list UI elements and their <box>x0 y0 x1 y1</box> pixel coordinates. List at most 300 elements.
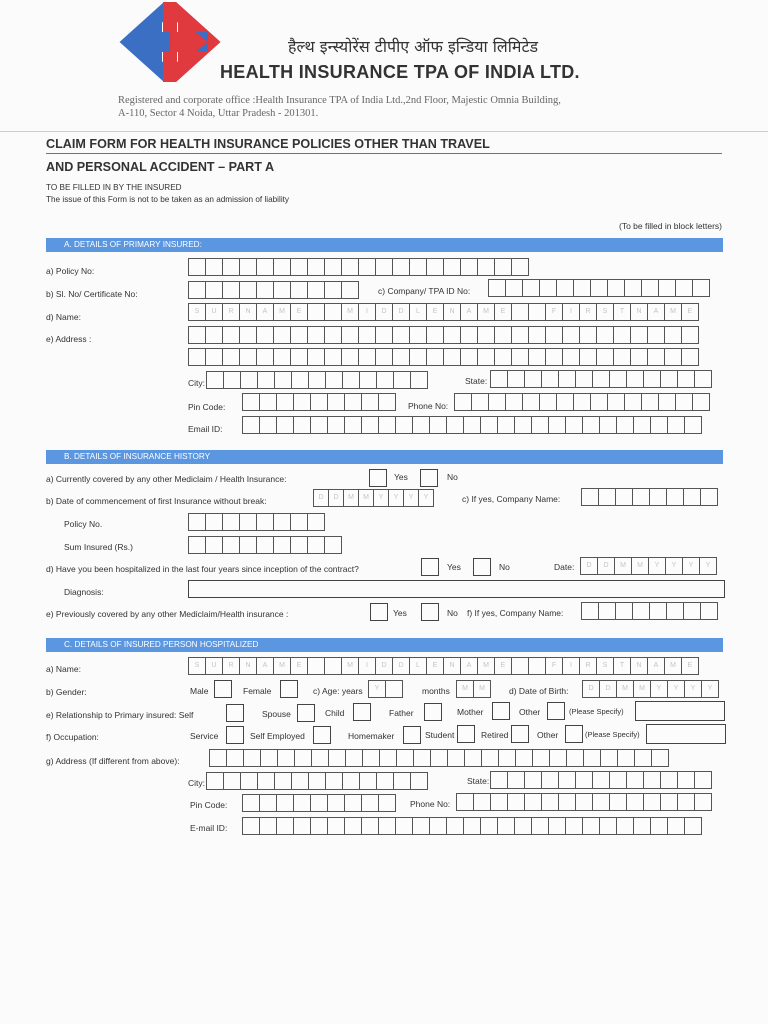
grid-cell[interactable] <box>308 772 326 790</box>
grid-cell[interactable] <box>378 393 396 411</box>
grid-cell[interactable]: Y <box>373 489 389 507</box>
grid-cell[interactable] <box>624 393 642 411</box>
grid-cell[interactable] <box>273 281 291 299</box>
grid-cell[interactable] <box>410 371 428 389</box>
grid-cell[interactable] <box>684 416 702 434</box>
grid-cell[interactable] <box>392 258 410 276</box>
grid-cell[interactable] <box>490 771 508 789</box>
grid-cell[interactable] <box>650 416 668 434</box>
grid-cell[interactable] <box>643 771 661 789</box>
grid-cell[interactable] <box>242 794 260 812</box>
grid-cell[interactable]: A <box>460 657 478 675</box>
grid-cell[interactable] <box>684 817 702 835</box>
sum-insured-field[interactable] <box>188 536 342 554</box>
grid-cell[interactable]: L <box>409 303 427 321</box>
grid-cell[interactable] <box>310 817 328 835</box>
service-checkbox[interactable] <box>226 726 244 744</box>
grid-cell[interactable] <box>473 793 491 811</box>
grid-cell[interactable] <box>700 602 718 620</box>
grid-cell[interactable] <box>242 416 260 434</box>
grid-cell[interactable] <box>575 370 593 388</box>
grid-cell[interactable] <box>562 326 580 344</box>
grid-cell[interactable] <box>539 393 557 411</box>
grid-cell[interactable]: R <box>579 657 597 675</box>
grid-cell[interactable] <box>582 416 600 434</box>
grid-cell[interactable] <box>256 513 274 531</box>
grid-cell[interactable] <box>515 749 533 767</box>
grid-cell[interactable] <box>205 326 223 344</box>
grid-cell[interactable] <box>341 326 359 344</box>
grid-cell[interactable]: M <box>633 680 651 698</box>
grid-cell[interactable] <box>446 416 464 434</box>
grid-cell[interactable]: N <box>239 303 257 321</box>
grid-cell[interactable] <box>660 793 678 811</box>
grid-cell[interactable] <box>541 370 559 388</box>
grid-cell[interactable] <box>447 749 465 767</box>
grid-cell[interactable] <box>324 258 342 276</box>
grid-cell[interactable] <box>522 279 540 297</box>
occupation-specify-field[interactable] <box>646 724 726 744</box>
previously-covered-no-checkbox[interactable] <box>421 603 439 621</box>
grid-cell[interactable]: M <box>273 303 291 321</box>
grid-cell[interactable] <box>376 371 394 389</box>
grid-cell[interactable]: N <box>443 303 461 321</box>
grid-cell[interactable] <box>412 817 430 835</box>
company-name-f-field[interactable] <box>581 602 718 620</box>
grid-cell[interactable] <box>239 536 257 554</box>
grid-cell[interactable] <box>307 657 325 675</box>
student-checkbox[interactable] <box>457 725 475 743</box>
grid-cell[interactable]: Y <box>701 680 719 698</box>
grid-cell[interactable] <box>664 348 682 366</box>
grid-cell[interactable] <box>573 393 591 411</box>
grid-cell[interactable] <box>649 488 667 506</box>
grid-cell[interactable]: M <box>473 680 491 698</box>
grid-cell[interactable] <box>412 416 430 434</box>
grid-cell[interactable] <box>307 326 325 344</box>
grid-cell[interactable] <box>308 371 326 389</box>
grid-cell[interactable] <box>240 772 258 790</box>
grid-cell[interactable] <box>660 771 678 789</box>
grid-cell[interactable] <box>429 817 447 835</box>
grid-cell[interactable] <box>681 348 699 366</box>
grid-cell[interactable] <box>359 772 377 790</box>
grid-cell[interactable] <box>497 817 515 835</box>
grid-cell[interactable] <box>276 416 294 434</box>
grid-cell[interactable] <box>494 348 512 366</box>
grid-cell[interactable] <box>327 817 345 835</box>
grid-cell[interactable] <box>592 793 610 811</box>
grid-cell[interactable]: R <box>579 303 597 321</box>
grid-cell[interactable]: E <box>290 657 308 675</box>
grid-cell[interactable] <box>293 416 311 434</box>
grid-cell[interactable] <box>528 657 546 675</box>
grid-cell[interactable] <box>626 793 644 811</box>
grid-cell[interactable] <box>609 370 627 388</box>
grid-cell[interactable]: I <box>562 303 580 321</box>
grid-cell[interactable] <box>239 258 257 276</box>
grid-cell[interactable] <box>443 348 461 366</box>
grid-cell[interactable] <box>256 536 274 554</box>
grid-cell[interactable] <box>311 749 329 767</box>
self-checkbox[interactable] <box>226 704 244 722</box>
grid-cell[interactable] <box>598 488 616 506</box>
grid-cell[interactable] <box>359 371 377 389</box>
grid-cell[interactable] <box>633 817 651 835</box>
state-field[interactable] <box>490 370 712 388</box>
grid-cell[interactable] <box>581 602 599 620</box>
grid-cell[interactable] <box>240 371 258 389</box>
grid-cell[interactable]: Y <box>665 557 683 575</box>
grid-cell[interactable] <box>222 348 240 366</box>
grid-cell[interactable]: N <box>443 657 461 675</box>
grid-cell[interactable] <box>256 348 274 366</box>
grid-cell[interactable] <box>651 749 669 767</box>
grid-cell[interactable] <box>548 817 566 835</box>
phone-no-field[interactable] <box>454 393 710 411</box>
grid-cell[interactable] <box>307 303 325 321</box>
grid-cell[interactable]: S <box>188 657 206 675</box>
grid-cell[interactable] <box>277 749 295 767</box>
grid-cell[interactable] <box>393 371 411 389</box>
grid-cell[interactable] <box>256 258 274 276</box>
grid-cell[interactable] <box>358 348 376 366</box>
grid-cell[interactable] <box>361 416 379 434</box>
grid-cell[interactable] <box>579 326 597 344</box>
grid-cell[interactable] <box>494 326 512 344</box>
grid-cell[interactable] <box>607 393 625 411</box>
grid-cell[interactable] <box>226 749 244 767</box>
grid-cell[interactable]: A <box>647 303 665 321</box>
relationship-specify-field[interactable] <box>635 701 725 721</box>
grid-cell[interactable] <box>345 749 363 767</box>
company-name-field[interactable] <box>581 488 718 506</box>
grid-cell[interactable]: D <box>580 557 598 575</box>
grid-cell[interactable] <box>511 258 529 276</box>
grid-cell[interactable] <box>378 817 396 835</box>
grid-cell[interactable] <box>463 416 481 434</box>
grid-cell[interactable] <box>291 371 309 389</box>
grid-cell[interactable] <box>324 536 342 554</box>
grid-cell[interactable]: A <box>647 657 665 675</box>
grid-cell[interactable] <box>480 817 498 835</box>
grid-cell[interactable] <box>259 817 277 835</box>
previously-covered-yes-checkbox[interactable] <box>370 603 388 621</box>
grid-cell[interactable]: S <box>188 303 206 321</box>
policy-no-b-field[interactable] <box>188 513 325 531</box>
grid-cell[interactable]: Y <box>650 680 668 698</box>
grid-cell[interactable] <box>392 326 410 344</box>
grid-cell[interactable] <box>613 348 631 366</box>
grid-cell[interactable] <box>507 370 525 388</box>
grid-cell[interactable] <box>666 488 684 506</box>
grid-cell[interactable] <box>592 370 610 388</box>
grid-cell[interactable] <box>548 416 566 434</box>
alt-phone-no-field[interactable] <box>456 793 712 811</box>
grid-cell[interactable] <box>344 817 362 835</box>
grid-cell[interactable] <box>273 513 291 531</box>
grid-cell[interactable] <box>222 536 240 554</box>
grid-cell[interactable] <box>626 771 644 789</box>
grid-cell[interactable]: I <box>358 303 376 321</box>
grid-cell[interactable] <box>677 771 695 789</box>
grid-cell[interactable] <box>616 817 634 835</box>
grid-cell[interactable] <box>692 393 710 411</box>
grid-cell[interactable]: D <box>599 680 617 698</box>
grid-cell[interactable]: L <box>409 657 427 675</box>
grid-cell[interactable]: A <box>256 657 274 675</box>
grid-cell[interactable] <box>477 326 495 344</box>
grid-cell[interactable] <box>511 657 529 675</box>
grid-cell[interactable] <box>257 371 275 389</box>
grid-cell[interactable] <box>497 416 515 434</box>
grid-cell[interactable] <box>556 279 574 297</box>
grid-cell[interactable] <box>260 749 278 767</box>
alt-email-id-field[interactable] <box>242 817 702 835</box>
grid-cell[interactable] <box>410 772 428 790</box>
grid-cell[interactable] <box>294 749 312 767</box>
age-months-field[interactable] <box>456 680 491 698</box>
grid-cell[interactable] <box>599 817 617 835</box>
grid-cell[interactable] <box>666 602 684 620</box>
grid-cell[interactable] <box>205 536 223 554</box>
grid-cell[interactable] <box>507 771 525 789</box>
grid-cell[interactable] <box>409 258 427 276</box>
grid-cell[interactable] <box>378 794 396 812</box>
grid-cell[interactable]: D <box>375 657 393 675</box>
grid-cell[interactable] <box>290 536 308 554</box>
other-relationship-checkbox[interactable] <box>547 702 565 720</box>
grid-cell[interactable] <box>273 258 291 276</box>
grid-cell[interactable] <box>242 817 260 835</box>
grid-cell[interactable]: Y <box>682 557 700 575</box>
grid-cell[interactable]: F <box>545 303 563 321</box>
grid-cell[interactable] <box>641 279 659 297</box>
grid-cell[interactable] <box>675 279 693 297</box>
grid-cell[interactable] <box>641 393 659 411</box>
grid-cell[interactable] <box>291 772 309 790</box>
grid-cell[interactable] <box>647 348 665 366</box>
grid-cell[interactable]: A <box>460 303 478 321</box>
grid-cell[interactable] <box>541 771 559 789</box>
grid-cell[interactable] <box>375 258 393 276</box>
grid-cell[interactable] <box>471 393 489 411</box>
grid-cell[interactable] <box>505 279 523 297</box>
grid-cell[interactable] <box>395 817 413 835</box>
grid-cell[interactable] <box>239 513 257 531</box>
grid-cell[interactable] <box>649 602 667 620</box>
grid-cell[interactable] <box>598 602 616 620</box>
grid-cell[interactable] <box>243 749 261 767</box>
alt-pin-code-field[interactable] <box>242 794 396 812</box>
grid-cell[interactable] <box>274 371 292 389</box>
grid-cell[interactable]: S <box>596 303 614 321</box>
primary-name-field[interactable] <box>188 303 699 321</box>
grid-cell[interactable] <box>562 348 580 366</box>
grid-cell[interactable] <box>677 793 695 811</box>
grid-cell[interactable] <box>579 348 597 366</box>
grid-cell[interactable] <box>541 793 559 811</box>
grid-cell[interactable] <box>658 279 676 297</box>
grid-cell[interactable] <box>276 817 294 835</box>
grid-cell[interactable] <box>660 370 678 388</box>
city-field[interactable] <box>206 371 428 389</box>
grid-cell[interactable] <box>477 348 495 366</box>
grid-cell[interactable] <box>599 416 617 434</box>
grid-cell[interactable] <box>626 370 644 388</box>
grid-cell[interactable] <box>385 680 403 698</box>
grid-cell[interactable]: D <box>313 489 329 507</box>
grid-cell[interactable]: E <box>290 303 308 321</box>
grid-cell[interactable] <box>683 602 701 620</box>
grid-cell[interactable] <box>327 393 345 411</box>
grid-cell[interactable] <box>206 772 224 790</box>
grid-cell[interactable] <box>239 281 257 299</box>
grid-cell[interactable] <box>650 817 668 835</box>
grid-cell[interactable] <box>511 348 529 366</box>
grid-cell[interactable] <box>222 258 240 276</box>
grid-cell[interactable] <box>393 772 411 790</box>
grid-cell[interactable] <box>600 749 618 767</box>
grid-cell[interactable] <box>307 513 325 531</box>
grid-cell[interactable] <box>430 749 448 767</box>
grid-cell[interactable] <box>456 793 474 811</box>
grid-cell[interactable]: D <box>328 489 344 507</box>
grid-cell[interactable] <box>413 749 431 767</box>
grid-cell[interactable] <box>274 772 292 790</box>
grid-cell[interactable] <box>507 793 525 811</box>
grid-cell[interactable]: E <box>494 303 512 321</box>
grid-cell[interactable] <box>624 279 642 297</box>
grid-cell[interactable] <box>575 793 593 811</box>
grid-cell[interactable]: M <box>341 657 359 675</box>
grid-cell[interactable] <box>310 794 328 812</box>
grid-cell[interactable] <box>575 771 593 789</box>
grid-cell[interactable] <box>409 326 427 344</box>
grid-cell[interactable] <box>324 281 342 299</box>
grid-cell[interactable] <box>188 348 206 366</box>
grid-cell[interactable] <box>480 416 498 434</box>
female-checkbox[interactable] <box>280 680 298 698</box>
grid-cell[interactable] <box>694 771 712 789</box>
grid-cell[interactable]: E <box>681 303 699 321</box>
grid-cell[interactable] <box>632 602 650 620</box>
grid-cell[interactable] <box>683 488 701 506</box>
grid-cell[interactable] <box>582 817 600 835</box>
grid-cell[interactable] <box>524 370 542 388</box>
grid-cell[interactable] <box>223 371 241 389</box>
age-years-field[interactable] <box>368 680 403 698</box>
grid-cell[interactable] <box>514 416 532 434</box>
grid-cell[interactable] <box>276 794 294 812</box>
grid-cell[interactable] <box>528 348 546 366</box>
grid-cell[interactable] <box>328 749 346 767</box>
grid-cell[interactable]: F <box>545 657 563 675</box>
grid-cell[interactable] <box>223 772 241 790</box>
grid-cell[interactable]: M <box>343 489 359 507</box>
grid-cell[interactable] <box>607 279 625 297</box>
address-line-1-field[interactable] <box>188 326 699 344</box>
grid-cell[interactable] <box>667 817 685 835</box>
grid-cell[interactable] <box>273 326 291 344</box>
grid-cell[interactable] <box>583 749 601 767</box>
grid-cell[interactable] <box>558 793 576 811</box>
grid-cell[interactable]: M <box>456 680 474 698</box>
grid-cell[interactable] <box>259 794 277 812</box>
grid-cell[interactable] <box>222 326 240 344</box>
grid-cell[interactable]: M <box>477 303 495 321</box>
grid-cell[interactable] <box>239 348 257 366</box>
spouse-checkbox[interactable] <box>297 704 315 722</box>
grid-cell[interactable] <box>188 281 206 299</box>
grid-cell[interactable] <box>396 749 414 767</box>
grid-cell[interactable] <box>259 416 277 434</box>
grid-cell[interactable] <box>379 749 397 767</box>
grid-cell[interactable]: E <box>426 657 444 675</box>
grid-cell[interactable] <box>324 326 342 344</box>
grid-cell[interactable] <box>524 793 542 811</box>
grid-cell[interactable]: Y <box>403 489 419 507</box>
grid-cell[interactable] <box>522 393 540 411</box>
grid-cell[interactable]: Y <box>368 680 386 698</box>
grid-cell[interactable] <box>310 416 328 434</box>
grid-cell[interactable] <box>341 258 359 276</box>
grid-cell[interactable] <box>596 326 614 344</box>
grid-cell[interactable] <box>293 393 311 411</box>
grid-cell[interactable] <box>222 513 240 531</box>
hospitalized-no-checkbox[interactable] <box>473 558 491 576</box>
grid-cell[interactable] <box>344 794 362 812</box>
grid-cell[interactable]: D <box>375 303 393 321</box>
grid-cell[interactable] <box>443 258 461 276</box>
grid-cell[interactable] <box>643 370 661 388</box>
grid-cell[interactable]: S <box>596 657 614 675</box>
grid-cell[interactable] <box>324 348 342 366</box>
grid-cell[interactable] <box>307 536 325 554</box>
currently-covered-yes-checkbox[interactable] <box>369 469 387 487</box>
grid-cell[interactable] <box>615 488 633 506</box>
grid-cell[interactable] <box>361 794 379 812</box>
grid-cell[interactable] <box>488 393 506 411</box>
patient-name-field[interactable] <box>188 657 699 675</box>
grid-cell[interactable] <box>256 326 274 344</box>
grid-cell[interactable]: T <box>613 657 631 675</box>
grid-cell[interactable] <box>293 817 311 835</box>
grid-cell[interactable] <box>341 281 359 299</box>
grid-cell[interactable] <box>205 258 223 276</box>
grid-cell[interactable]: R <box>222 303 240 321</box>
grid-cell[interactable] <box>460 326 478 344</box>
pin-code-field[interactable] <box>242 393 396 411</box>
grid-cell[interactable] <box>565 416 583 434</box>
grid-cell[interactable] <box>531 416 549 434</box>
grid-cell[interactable] <box>188 258 206 276</box>
grid-cell[interactable] <box>615 602 633 620</box>
grid-cell[interactable] <box>677 370 695 388</box>
child-checkbox[interactable] <box>353 703 371 721</box>
grid-cell[interactable] <box>617 749 635 767</box>
grid-cell[interactable]: Y <box>684 680 702 698</box>
grid-cell[interactable] <box>630 348 648 366</box>
grid-cell[interactable] <box>290 258 308 276</box>
grid-cell[interactable] <box>633 416 651 434</box>
grid-cell[interactable]: D <box>597 557 615 575</box>
grid-cell[interactable] <box>464 749 482 767</box>
grid-cell[interactable]: N <box>630 657 648 675</box>
grid-cell[interactable] <box>290 513 308 531</box>
grid-cell[interactable]: I <box>358 657 376 675</box>
grid-cell[interactable] <box>490 370 508 388</box>
